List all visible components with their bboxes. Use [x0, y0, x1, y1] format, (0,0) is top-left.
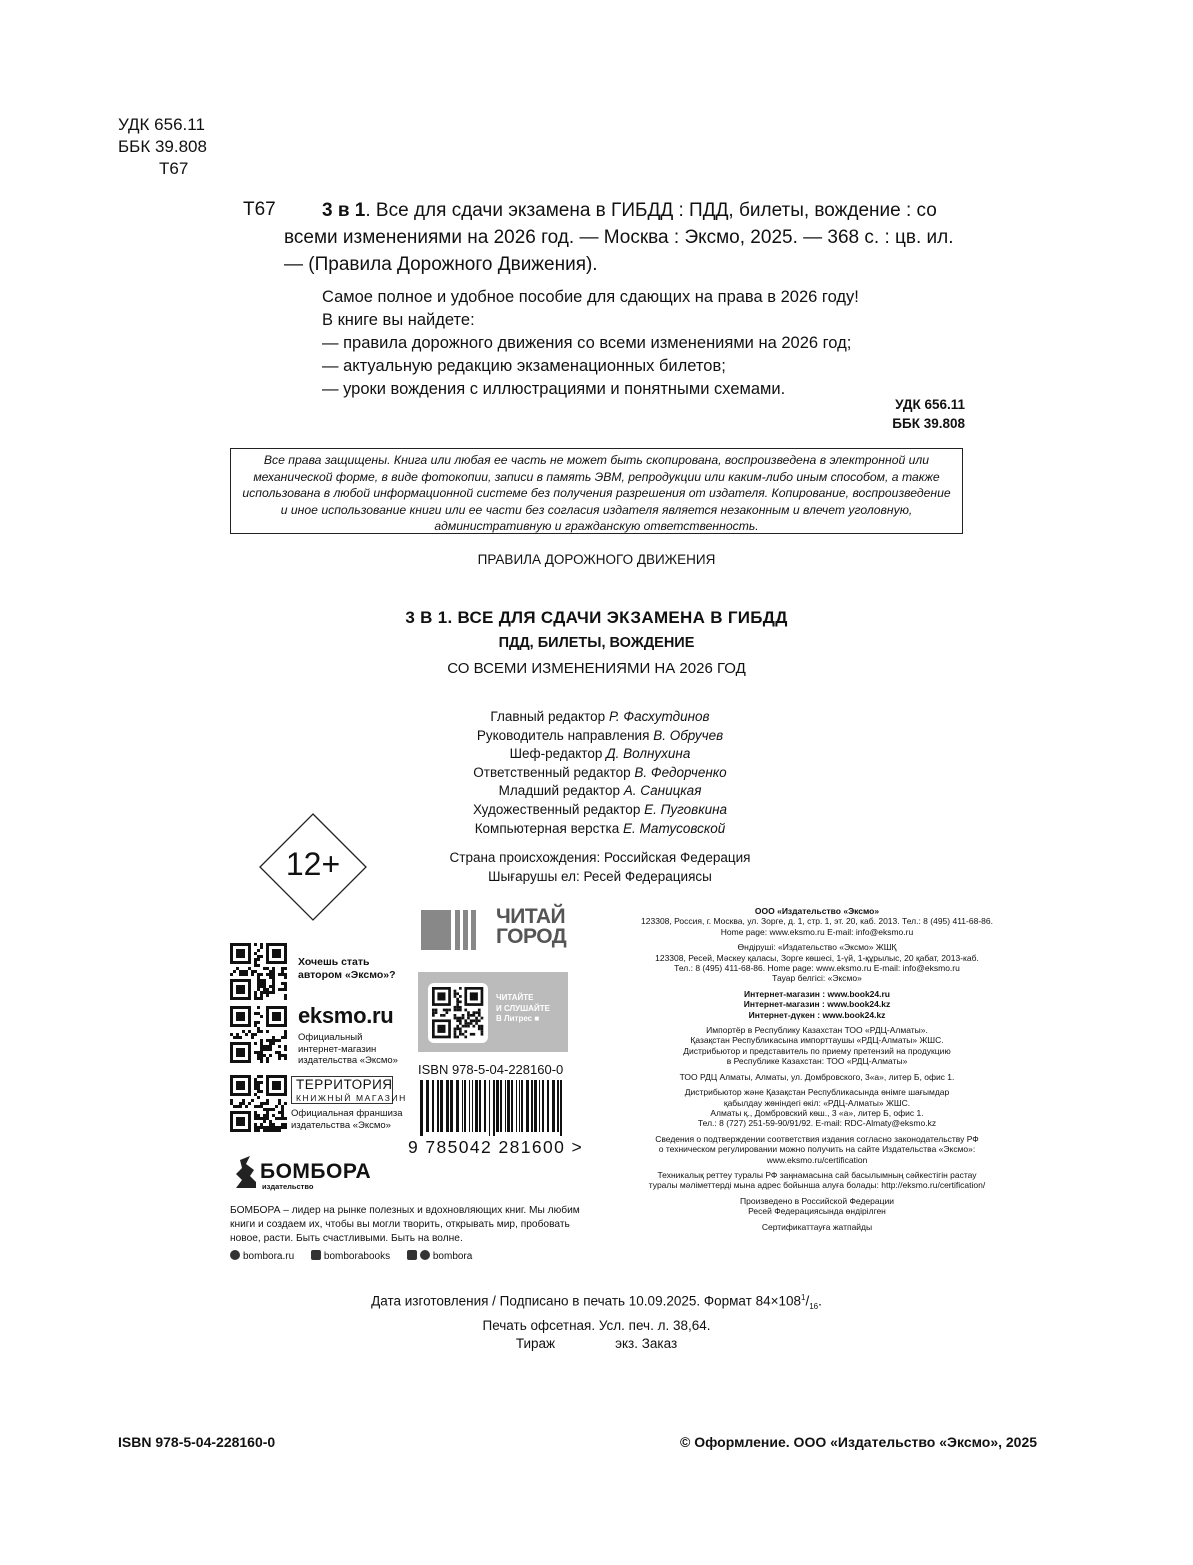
barcode-icon	[418, 1080, 568, 1136]
litres-text: ЧИТАЙТЕ И СЛУШАЙТЕ В Литрес ■	[496, 993, 550, 1023]
territory-desc: Официальная франшиза издательства «Эксмо»	[291, 1108, 403, 1131]
udk-code-right: УДК 656.11	[895, 397, 965, 412]
imprint-line: Интернет-магазин : www.book24.kz	[743, 999, 891, 1010]
book-subtitle: ПДД, БИЛЕТЫ, ВОЖДЕНИЕ	[498, 635, 695, 651]
imprint-line: қабылдау жөніндегі өкіл: «РДЦ-Алматы» ЖШС.	[723, 1097, 911, 1108]
bombora-name: БОМБОРА	[260, 1160, 372, 1183]
origin-kz: Шығарушы ел: Ресей Федерациясы	[488, 868, 712, 884]
imprint-line: www.eksmo.ru/certification	[766, 1154, 868, 1165]
imprint-line: Интернет-магазин : www.book24.ru	[744, 988, 890, 999]
print-info	[230, 1289, 963, 1354]
origin-country	[400, 849, 800, 886]
imprint-line: Алматы қ., Домбровский көш., 3 «а», литер Б, офис 1.	[710, 1107, 924, 1118]
territory-logo-line1: ТЕРРИТОРИЯ	[296, 1077, 393, 1092]
imprint-line: ООО «Издательство «Эксмо»	[754, 906, 880, 916]
globe-icon	[230, 1250, 240, 1260]
annotation-line: Самое полное и удобное пособие для сдающих на права в 2026 году!	[322, 288, 859, 306]
bombora-logo-icon	[232, 1152, 260, 1190]
bibliographic-record	[284, 197, 974, 278]
imprint-line: Сведения о подтверждении соответствия издания согласно законодательству РФ	[655, 1133, 979, 1144]
author-call: Хочешь стать автором «Эксмо»?	[298, 956, 396, 981]
copyright-footer: © Оформление. ООО «Издательство «Эксмо», 2025	[680, 1434, 1038, 1450]
bombora-description: БОМБОРА – лидер на рынке полезных и вдохновляющих книг. Мы любим книги и создаем их, чтобы вы могли творить, открывать мир, пробовать новое, расти. Быть счастливыми. Быть на волне.	[230, 1205, 580, 1244]
imprint-line: Өндіруші: «Издательство «Эксмо» ЖШҚ	[737, 942, 897, 953]
editor-line: Шеф-редактор Д. Волнухина	[509, 746, 691, 762]
imprint-line: Произведено в Российской Федерации	[740, 1195, 894, 1206]
chitai-gorod-logo-icon	[421, 910, 480, 950]
telegram-icon	[420, 1250, 430, 1260]
author-mark-top: Т67	[159, 159, 189, 178]
imprint-line: туралы мәліметтерді мына адрес бойынша алуға болады: http://eksmo.ru/certification/	[648, 1180, 986, 1191]
editor-line: Главный редактор Р. Фасхутдинов	[490, 709, 710, 724]
imprint-line: о техническом регулировании можно получить на сайте Издательства «Эксмо»:	[658, 1144, 976, 1155]
imprint-line: Қазақстан Республикасына импорттаушы «РДЦ-Алматы» ЖШС.	[690, 1035, 944, 1046]
udk-code: УДК 656.11	[118, 115, 205, 134]
bombora-socials	[230, 1250, 486, 1262]
imprint-line: Сертификаттауға жатпайды	[761, 1221, 873, 1232]
bbk-code: ББК 39.808	[118, 137, 207, 156]
qr-code-litres-icon	[428, 983, 488, 1043]
eksmo-site[interactable]: eksmo.ru	[298, 1003, 394, 1028]
editor-line: Ответственный редактор В. Федорченко	[473, 764, 727, 780]
bombora-subtitle: издательство	[262, 1182, 314, 1191]
isbn-label: ISBN 978-5-04-228160-0	[418, 1062, 564, 1077]
isbn-footer: ISBN 978-5-04-228160-0	[118, 1434, 276, 1450]
annotation-line: — актуальную редакцию экзаменационных билетов;	[322, 357, 726, 375]
udk-block	[118, 114, 207, 180]
imprint-line: в Республике Казахстан: ТОО «РДЦ-Алматы»	[726, 1056, 908, 1067]
eksmo-site-desc: Официальный интернет-магазин издательства «Эксмо»	[298, 1032, 398, 1066]
imprint-line: Техникалық реттеу туралы РФ заңнамасына сай басылымның сәйкестігін растау	[657, 1169, 977, 1180]
imprint-line: Тел.: 8 (495) 411-68-86. Home page: www.eksmo.ru E-mail: info@eksmo.ru	[674, 963, 960, 974]
imprint-line: Тел.: 8 (727) 251-59-90/91/92. E-mail: RDC-Almaty@eksmo.kz	[697, 1118, 937, 1129]
vk-icon	[311, 1250, 321, 1260]
print-line-3: Тираж экз. Заказ	[515, 1336, 678, 1352]
imprint-block	[597, 906, 1037, 1232]
annotation	[322, 286, 972, 401]
series-name: ПРАВИЛА ДОРОЖНОГО ДВИЖЕНИЯ	[477, 552, 716, 567]
editor-line: Компьютерная верстка Е. Матусовской	[474, 820, 726, 836]
bibliographic-text: . Все для сдачи экзамена в ГИБДД : ПДД, билеты, вождение : со всеми изменениями на 2026 год. — Москва : Эксмо, 2025. — 368 с. : цв. ил. — (Правила Дорожного Движения).	[284, 200, 954, 275]
rights-notice: Все права защищены. Книга или любая ее часть не может быть скопирована, воспроизведена в электронной или механической форме, в виде фотокопии, записи в память ЭВМ, репродукции или каким-либо иным способом, а также использована в любой информационной системе без получения разрешения от издателя. Копирование, воспроизведение и иное использование книги или ее части без согласия издателя является незаконным и влечет уголовную, административную и гражданскую ответственность.	[230, 448, 963, 534]
bbk-code-right: ББК 39.808	[892, 416, 965, 431]
imprint-line: 123308, Россия, г. Москва, ул. Зорге, д. 1, стр. 1, эт. 20, каб. 2013. Тел.: 8 (495) 411-68-86.	[641, 916, 993, 927]
imprint-line: Дистрибьютор және Қазақстан Республикасында өнімге шағымдар	[684, 1087, 950, 1098]
imprint-line: Интернет-дүкен : www.book24.kz	[748, 1009, 886, 1020]
editors-list	[400, 708, 800, 838]
social-site[interactable]: bombora.ru	[230, 1251, 294, 1262]
book-edition: СО ВСЕМИ ИЗМЕНЕНИЯМИ НА 2026 ГОД	[447, 660, 746, 677]
plus-icon	[407, 1250, 417, 1260]
social-vk[interactable]: bomborabooks	[311, 1251, 390, 1262]
barcode-number: 9 785042 281600 >	[408, 1137, 584, 1157]
imprint-line: Тауар белгісі: «Эксмо»	[772, 973, 862, 984]
qr-code-eksmo-icon	[230, 1006, 287, 1063]
editor-line: Младший редактор А. Саницкая	[498, 783, 702, 799]
book-title: 3 В 1. ВСЕ ДЛЯ СДАЧИ ЭКЗАМЕНА В ГИБДД	[405, 608, 788, 627]
annotation-line: — уроки вождения с иллюстрациями и понятными схемами.	[322, 380, 786, 398]
qr-code-territory-icon	[230, 1075, 287, 1132]
print-line-2: Печать офсетная. Усл. печ. л. 38,64.	[482, 1317, 711, 1333]
territory-logo-line2: КНИЖНЫЙ МАГАЗИН	[296, 1093, 407, 1103]
annotation-line: — правила дорожного движения со всеми изменениями на 2026 год;	[322, 334, 852, 352]
age-rating: 12+	[285, 846, 341, 882]
bibliographic-title: 3 в 1	[322, 200, 366, 221]
editor-line: Художественный редактор Е. Пуговкина	[472, 801, 728, 817]
imprint-line: ТОО РДЦ Алматы, Алматы, ул. Домбровского, 3«а», литер Б, офис 1.	[679, 1071, 955, 1082]
udk-right	[860, 395, 965, 433]
imprint-line: Импортёр в Республику Казахстан ТОО «РДЦ-Алматы».	[706, 1025, 928, 1036]
print-line-1: Дата изготовления / Подписано в печать 10.09.2025. Формат $84\times 108^1/_{16}$.	[371, 1293, 822, 1312]
chitai-gorod-text: ЧИТАЙ ГОРОД	[496, 905, 567, 948]
annotation-line: В книге вы найдете:	[322, 311, 475, 329]
editor-line: Руководитель направления В. Обручев	[476, 727, 724, 743]
social-telegram[interactable]: bombora	[407, 1251, 472, 1262]
imprint-line: Ресей Федерациясында өндірілген	[748, 1206, 886, 1217]
qr-code-author-icon	[230, 943, 287, 1000]
author-mark: Т67	[243, 199, 276, 220]
imprint-line: 123308, Ресей, Мәскеу қаласы, Зорге көшесі, 1-үй, 1-құрылыс, 20 қабат, 2013-каб.	[655, 952, 979, 963]
origin-ru: Страна происхождения: Российская Федерация	[449, 850, 751, 865]
imprint-line: Дистрибьютор и представитель по приему претензий на продукцию	[683, 1045, 951, 1056]
imprint-line: Home page: www.eksmo.ru E-mail: info@eksmo.ru	[720, 926, 914, 937]
